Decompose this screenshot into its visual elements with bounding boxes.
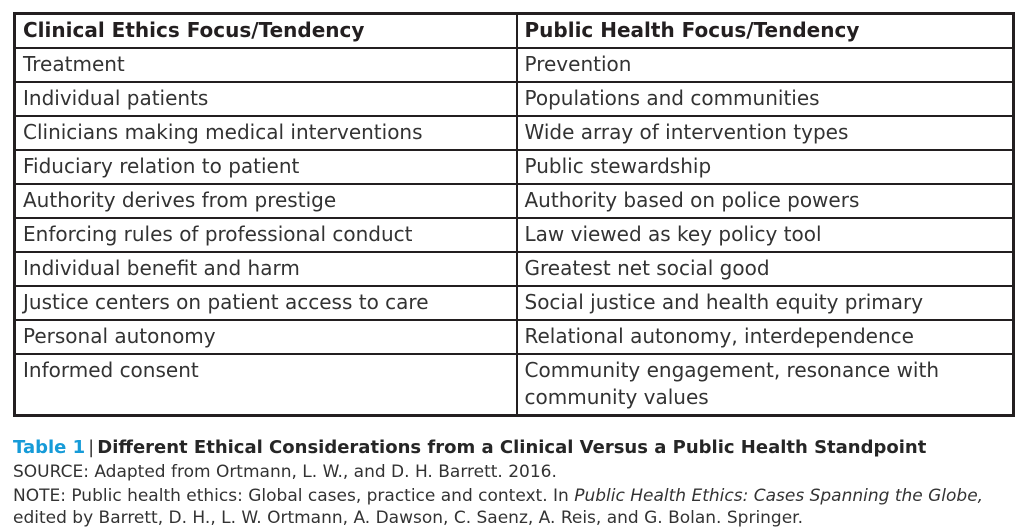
table-row	[15, 252, 1014, 286]
column-header-public-health: Public Health Focus/Tendency	[517, 14, 1014, 49]
cell-clinical: Clinicians making medical interventions	[15, 116, 517, 150]
cell-clinical: Informed consent	[15, 354, 517, 416]
caption-separator: |	[88, 437, 95, 458]
cell-clinical: Justice centers on patient access to care	[15, 286, 517, 320]
cell-clinical: Authority derives from prestige	[15, 184, 517, 218]
table-row	[15, 150, 1014, 184]
table-row	[15, 218, 1014, 252]
note-book-title: Public Health Ethics: Cases Spanning the Globe,	[574, 486, 984, 506]
cell-public-health: Social justice and health equity primary	[517, 286, 1014, 320]
header-row	[15, 14, 1014, 49]
cell-clinical: Personal autonomy	[15, 320, 517, 354]
table-row	[15, 116, 1014, 150]
source-line: SOURCE: Adapted from Ortmann, L. W., and D. H. Barrett. 2016.	[13, 462, 557, 482]
cell-public-health: Prevention	[517, 48, 1014, 82]
column-header-clinical-ethics: Clinical Ethics Focus/Tendency	[15, 14, 517, 49]
table-row	[15, 354, 1014, 416]
cell-clinical: Treatment	[15, 48, 517, 82]
cell-public-health: Greatest net social good	[517, 252, 1014, 286]
cell-clinical: Individual benefit and harm	[15, 252, 517, 286]
note-text-line2: edited by Barrett, D. H., L. W. Ortmann, A. Dawson, C. Saenz, A. Reis, and G. Bolan. Springer.	[13, 508, 804, 528]
ethics-comparison-table	[13, 12, 1015, 417]
table-caption-label: Table 1	[13, 437, 86, 458]
cell-public-health: Authority based on police powers	[517, 184, 1014, 218]
cell-clinical: Individual patients	[15, 82, 517, 116]
note-text: NOTE: Public health ethics: Global cases, practice and context. In	[13, 486, 575, 506]
table-row	[15, 48, 1014, 82]
cell-clinical: Fiduciary relation to patient	[15, 150, 517, 184]
cell-public-health: Populations and communities	[517, 82, 1014, 116]
note-line	[13, 485, 1012, 529]
cell-public-health: Wide array of intervention types	[517, 116, 1014, 150]
cell-public-health: Law viewed as key policy tool	[517, 218, 1014, 252]
table-row	[15, 286, 1014, 320]
table-row	[15, 184, 1014, 218]
table-row	[15, 82, 1014, 116]
cell-clinical: Enforcing rules of professional conduct	[15, 218, 517, 252]
cell-public-health: Relational autonomy, interdependence	[517, 320, 1014, 354]
cell-public-health: Public stewardship	[517, 150, 1014, 184]
table-caption-title: Different Ethical Considerations from a Clinical Versus a Public Health Standpoint	[97, 437, 927, 458]
cell-public-health: Community engagement, resonance with community values	[517, 354, 1014, 416]
table-row	[15, 320, 1014, 354]
table-caption	[13, 436, 1012, 459]
